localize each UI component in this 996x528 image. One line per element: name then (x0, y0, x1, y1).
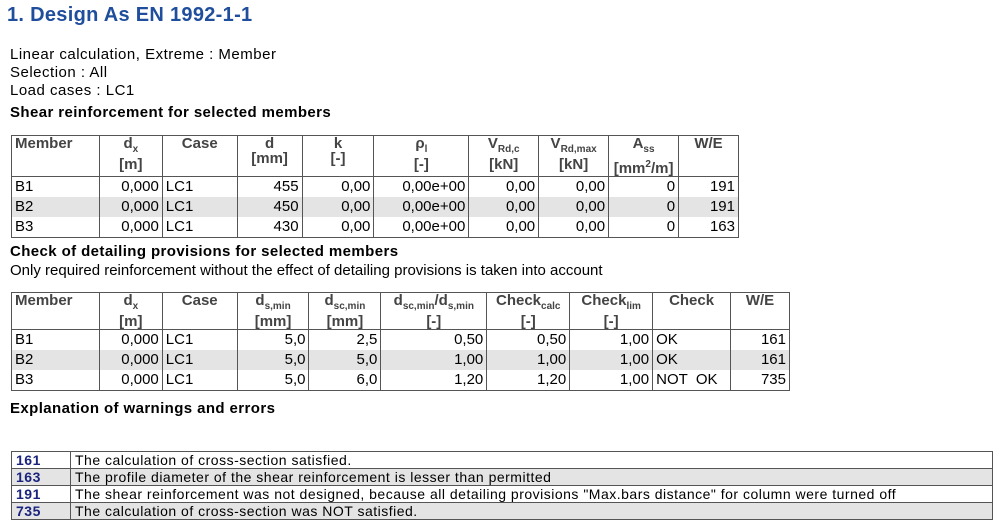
warning-text: The shear reinforcement was not designed, because all detailing provisions "Max.bars distance" for column were turned off (71, 486, 993, 503)
cell-member: B2 (12, 197, 100, 217)
table-row (12, 197, 739, 217)
cell-d: 455 (237, 177, 302, 198)
cell-check-calc: 0,50 (487, 330, 570, 351)
cell-we: 191 (679, 177, 739, 198)
col-ass: $A_{ss}$ $[mm^2/m]$ (609, 136, 679, 177)
cell-dsmin: 5,0 (237, 330, 309, 351)
cell-case: LC1 (162, 370, 237, 391)
list-item (12, 486, 993, 503)
cell-case: LC1 (162, 197, 237, 217)
table-row (12, 177, 739, 198)
col-we: W/E (731, 293, 790, 330)
col-dx: $d_x$ [m] (99, 293, 162, 330)
cell-member: B2 (12, 350, 100, 370)
col-dsmin: $d_{s,min}$ [mm] (237, 293, 309, 330)
cell-dx: 0,000 (99, 177, 162, 198)
explanation-heading: Explanation of warnings and errors (10, 400, 276, 417)
detailing-heading: Check of detailing provisions for selected members (10, 243, 399, 260)
cell-case: LC1 (162, 217, 237, 238)
cell-we: 191 (679, 197, 739, 217)
col-check-lim: Check$_{lim}$ [-] (570, 293, 653, 330)
cell-ass: 0 (609, 197, 679, 217)
list-item (12, 503, 993, 520)
col-member: Member (12, 293, 100, 330)
cell-k: 0,00 (302, 177, 374, 198)
cell-ratio: 0,50 (381, 330, 487, 351)
detailing-table (11, 292, 790, 391)
cell-rho: 0,00e+00 (374, 177, 469, 198)
table-row (12, 217, 739, 238)
col-k: k [-] (302, 136, 374, 177)
col-d: d [mm] (237, 136, 302, 177)
warning-code: 163 (12, 469, 71, 486)
cell-member: B1 (12, 177, 100, 198)
cell-dscmin: 2,5 (309, 330, 381, 351)
cell-ratio: 1,00 (381, 350, 487, 370)
cell-vrdmax: 0,00 (539, 197, 609, 217)
cell-vrdmax: 0,00 (539, 177, 609, 198)
col-ratio: $d_{sc,min}/d_{s,min}$ [-] (381, 293, 487, 330)
list-item (12, 469, 993, 486)
cell-rho: 0,00e+00 (374, 217, 469, 238)
detailing-note: Only required reinforcement without the effect of detailing provisions is taken into account (10, 262, 603, 279)
explanation-table (11, 451, 993, 520)
col-member: Member (12, 136, 100, 177)
cell-we: 735 (731, 370, 790, 391)
cell-dsmin: 5,0 (237, 350, 309, 370)
page-title: 1. Design As EN 1992-1-1 (7, 4, 253, 26)
warning-text: The calculation of cross-section was NOT satisfied. (71, 503, 993, 520)
cell-check: OK (653, 330, 731, 351)
warning-code: 735 (12, 503, 71, 520)
col-case: Case (162, 136, 237, 177)
load-cases-line: Load cases : LC1 (10, 82, 135, 99)
cell-ratio: 1,20 (381, 370, 487, 391)
cell-member: B3 (12, 370, 100, 391)
col-dscmin: $d_{sc,min}$ [mm] (309, 293, 381, 330)
shear-table (11, 135, 739, 238)
table-row (12, 350, 790, 370)
cell-vrdc: 0,00 (469, 177, 539, 198)
cell-k: 0,00 (302, 217, 374, 238)
col-case: Case (162, 293, 237, 330)
cell-d: 430 (237, 217, 302, 238)
cell-check-calc: 1,20 (487, 370, 570, 391)
selection-line: Selection : All (10, 64, 108, 81)
cell-check-lim: 1,00 (570, 330, 653, 351)
cell-dx: 0,000 (99, 350, 162, 370)
warning-text: The calculation of cross-section satisfied. (71, 452, 993, 469)
cell-case: LC1 (162, 177, 237, 198)
calc-type-line: Linear calculation, Extreme : Member (10, 46, 277, 63)
cell-check: OK (653, 350, 731, 370)
cell-vrdc: 0,00 (469, 197, 539, 217)
cell-dx: 0,000 (99, 330, 162, 351)
warning-code: 161 (12, 452, 71, 469)
col-check: Check (653, 293, 731, 330)
cell-member: B1 (12, 330, 100, 351)
cell-rho: 0,00e+00 (374, 197, 469, 217)
cell-ass: 0 (609, 217, 679, 238)
warning-text: The profile diameter of the shear reinforcement is lesser than permitted (71, 469, 993, 486)
col-vrdmax: $V_{Rd,max}$ [kN] (539, 136, 609, 177)
cell-dsmin: 5,0 (237, 370, 309, 391)
table-row (12, 330, 790, 351)
cell-member: B3 (12, 217, 100, 238)
cell-check-lim: 1,00 (570, 370, 653, 391)
cell-check-lim: 1,00 (570, 350, 653, 370)
cell-d: 450 (237, 197, 302, 217)
cell-we: 161 (731, 330, 790, 351)
col-dx: $d_x$ [m] (99, 136, 162, 177)
cell-we: 163 (679, 217, 739, 238)
cell-k: 0,00 (302, 197, 374, 217)
cell-vrdmax: 0,00 (539, 217, 609, 238)
cell-dx: 0,000 (99, 197, 162, 217)
table-row (12, 370, 790, 391)
cell-dx: 0,000 (99, 370, 162, 391)
col-rho: $\rho_l$ [-] (374, 136, 469, 177)
cell-case: LC1 (162, 350, 237, 370)
cell-check-calc: 1,00 (487, 350, 570, 370)
cell-check: NOT OK (653, 370, 731, 391)
warning-code: 191 (12, 486, 71, 503)
cell-we: 161 (731, 350, 790, 370)
cell-dscmin: 5,0 (309, 350, 381, 370)
cell-case: LC1 (162, 330, 237, 351)
list-item (12, 452, 993, 469)
shear-heading: Shear reinforcement for selected members (10, 104, 332, 121)
cell-dscmin: 6,0 (309, 370, 381, 391)
col-we: W/E (679, 136, 739, 177)
cell-ass: 0 (609, 177, 679, 198)
cell-vrdc: 0,00 (469, 217, 539, 238)
cell-dx: 0,000 (99, 217, 162, 238)
col-check-calc: Check$_{calc}$ [-] (487, 293, 570, 330)
col-vrdc: $V_{Rd,c}$ [kN] (469, 136, 539, 177)
